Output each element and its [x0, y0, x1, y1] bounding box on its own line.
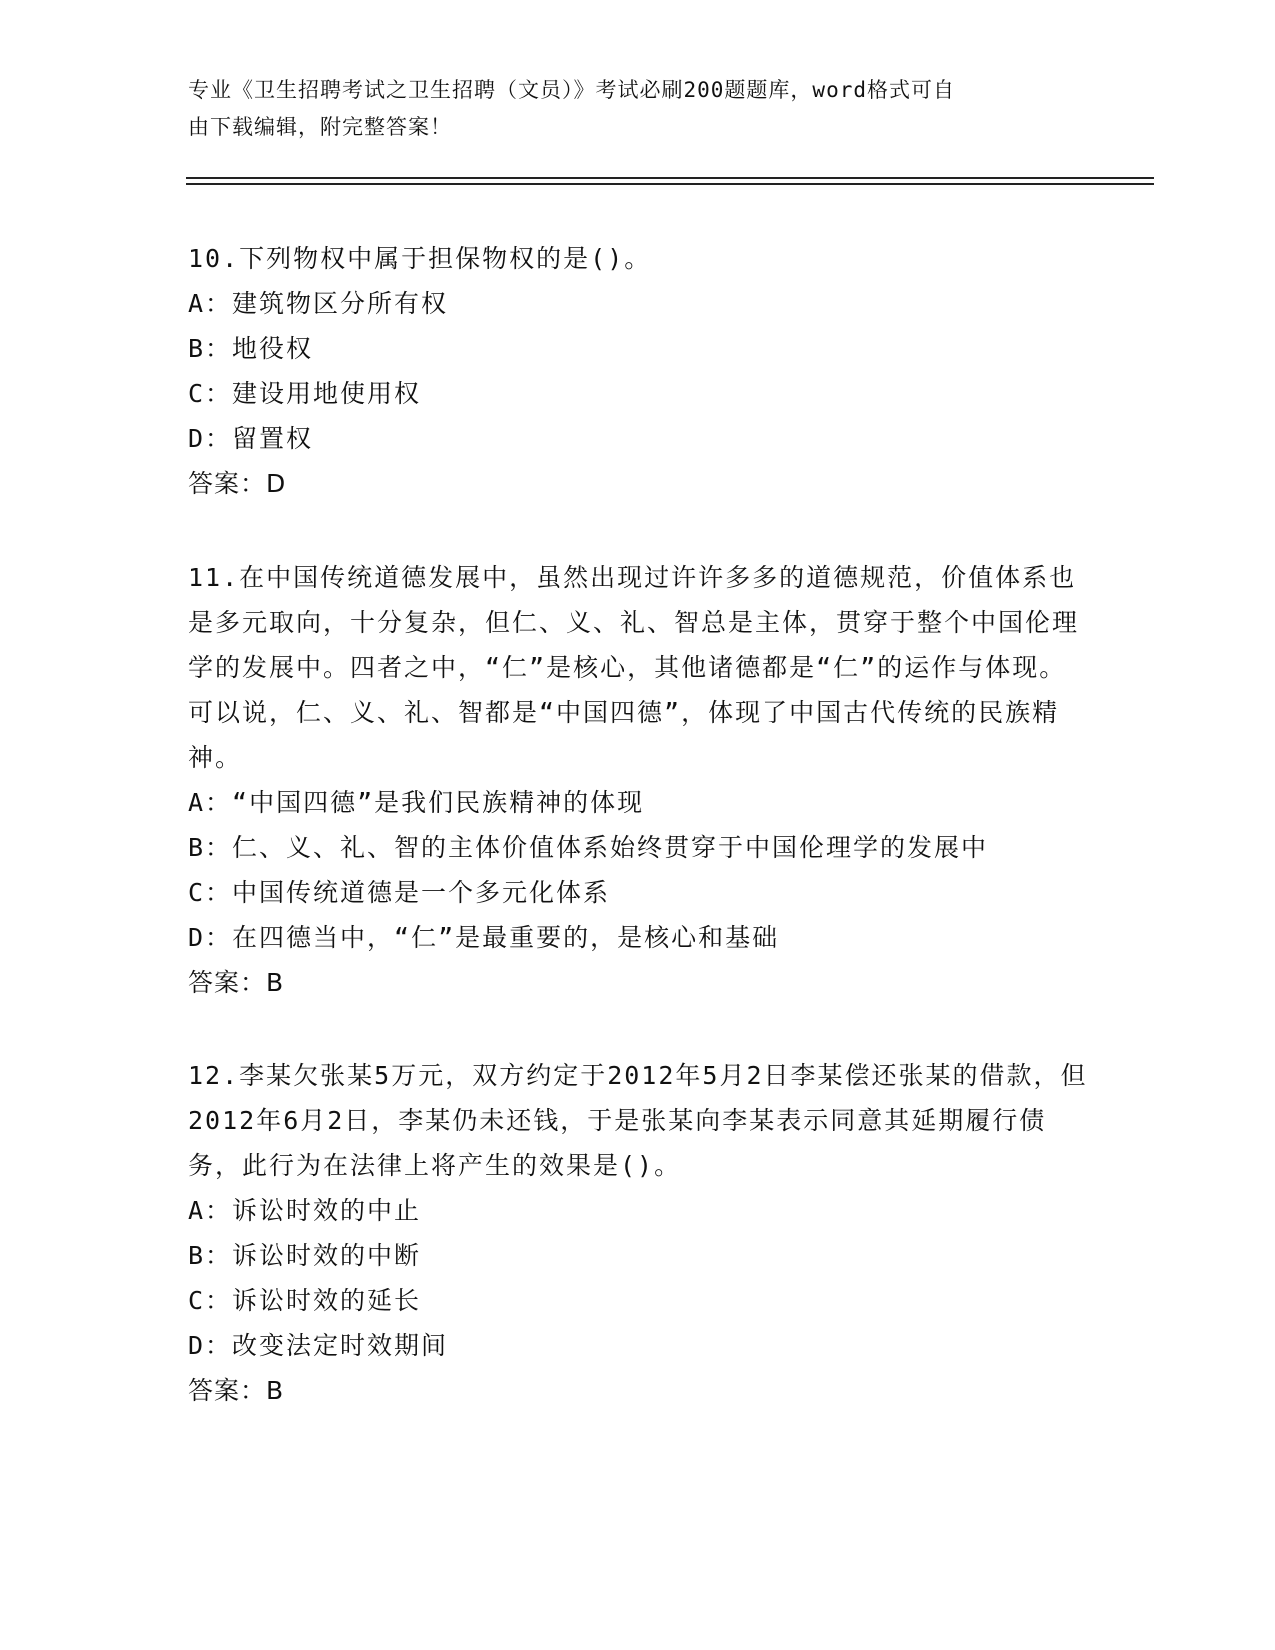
question-text: 11.在中国传统道德发展中，虽然出现过许许多多的道德规范，价值体系也是多元取向，十分复杂，但仁、义、礼、智总是主体，贯穿于整个中国伦理学的发展中。四者之中，“仁”是核心，其他诸德都是“仁”的运作与体现。可以说，仁、义、礼、智都是“中国四德”，体现了中国古代传统的民族精神。 [188, 563, 1080, 772]
question-12 [188, 1053, 1088, 1413]
option-a: A：诉讼时效的中止 [188, 1196, 422, 1225]
option-c: C：建设用地使用权 [188, 379, 422, 408]
header-line-1: 专业《卫生招聘考试之卫生招聘（文员）》考试必刷200题题库，word格式可自 [188, 78, 955, 102]
option-b: B：仁、义、礼、智的主体价值体系始终贯穿于中国伦理学的发展中 [188, 833, 989, 862]
question-10 [188, 236, 1088, 506]
document-header [188, 72, 1088, 146]
header-divider-bottom [186, 183, 1154, 185]
question-text: 12.李某欠张某5万元，双方约定于2012年5月2日李某偿还张某的借款，但2012年6月2日，李某仍未还钱，于是张某向李某表示同意其延期履行债务，此行为在法律上将产生的效果是()。 [188, 1061, 1088, 1180]
option-b: B：诉讼时效的中断 [188, 1241, 422, 1270]
option-d: D：在四德当中，“仁”是最重要的，是核心和基础 [188, 923, 780, 952]
answer: 答案：B [188, 968, 285, 997]
option-d: D：留置权 [188, 424, 314, 453]
question-11 [188, 555, 1088, 1005]
option-c: C：诉讼时效的延长 [188, 1286, 422, 1315]
option-b: B：地役权 [188, 334, 314, 363]
option-c: C：中国传统道德是一个多元化体系 [188, 878, 611, 907]
option-a: A：“中国四德”是我们民族精神的体现 [188, 788, 645, 817]
answer: 答案：D [188, 469, 287, 498]
header-line-2: 由下载编辑，附完整答案！ [188, 115, 452, 139]
question-text: 10.下列物权中属于担保物权的是()。 [188, 244, 652, 273]
answer: 答案：B [188, 1376, 285, 1405]
header-divider-top [186, 177, 1154, 179]
option-d: D：改变法定时效期间 [188, 1331, 449, 1360]
option-a: A：建筑物区分所有权 [188, 289, 449, 318]
